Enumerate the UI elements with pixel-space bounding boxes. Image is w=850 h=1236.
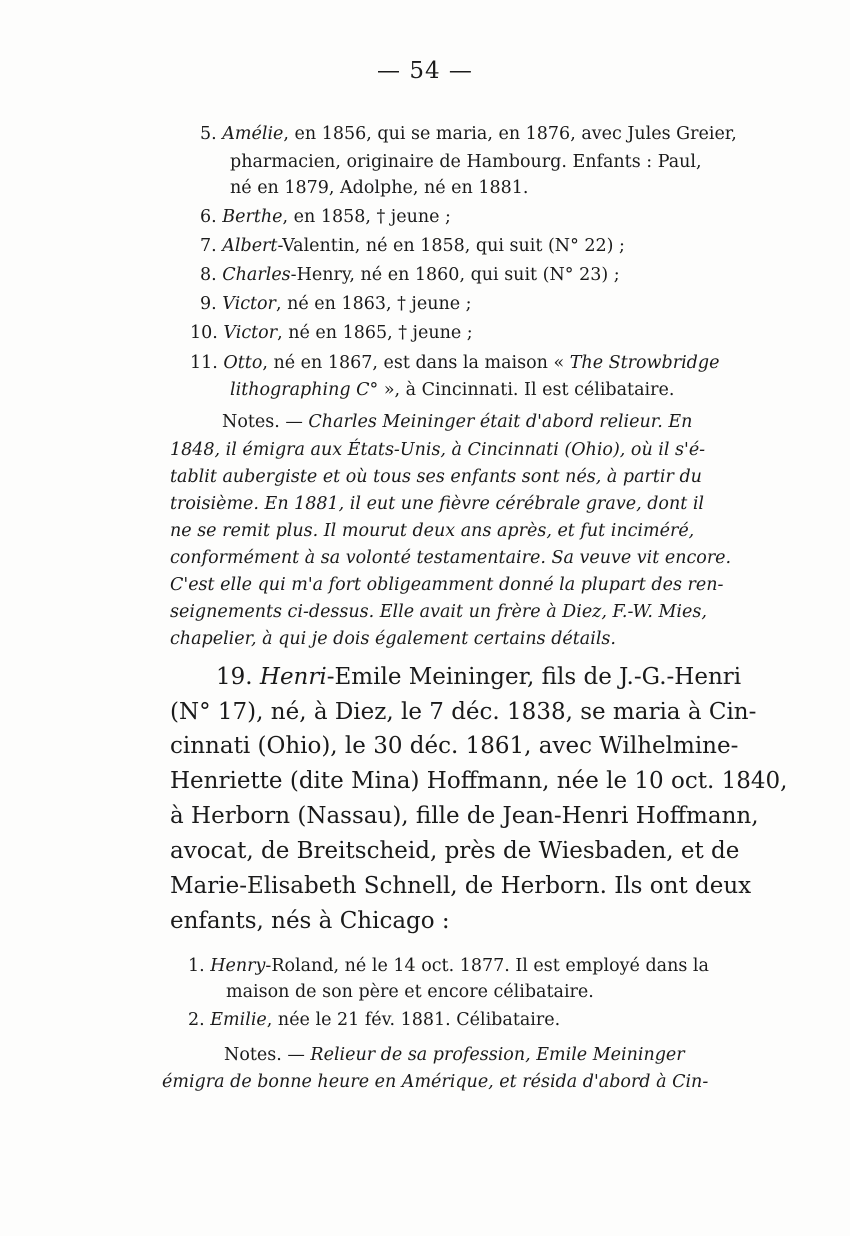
child-name: Victor (223, 323, 278, 343)
list-item-continuation: né en 1879, Adolphe, né en 1881. (230, 178, 529, 198)
entry-line: -Emile Meininger, fils de J.-G.-Henri (326, 664, 742, 690)
entry-name: Henri (259, 664, 327, 690)
list-item (200, 236, 625, 256)
entry-line: (N° 17), né, à Diez, le 7 déc. 1838, se maria à Cin- (170, 699, 757, 725)
page-number: — 54 — (377, 58, 473, 84)
item-text: , née le 21 fév. 1881. Célibataire. (266, 1010, 561, 1030)
notes-line: émigra de bonne heure en Amérique, et résida d'abord à Cin- (162, 1072, 709, 1092)
list-item (188, 956, 709, 976)
child-name: Amélie (222, 124, 284, 144)
item-number: 10. (190, 323, 224, 343)
item-text: -Henry, né en 1860, qui suit (N° 23) ; (290, 265, 620, 285)
notes-label: Notes. — (224, 1045, 305, 1065)
child-name: Albert (222, 236, 278, 256)
notes-line: conformément à sa volonté testamentaire. Sa veuve vit encore. (170, 548, 732, 568)
entry-line: Marie-Elisabeth Schnell, de Herborn. Ils ont deux (170, 873, 752, 899)
list-item (200, 124, 737, 144)
list-item (200, 294, 472, 314)
notes-line: ne se remit plus. Il mourut deux ans après, et fut inciméré, (170, 521, 695, 541)
child-name: Victor (222, 294, 276, 314)
item-text: », à Cincinnati. Il est célibataire. (378, 380, 675, 400)
entry-line: enfants, nés à Chicago : (170, 908, 450, 934)
item-number: 8. (200, 265, 223, 285)
item-number: 1. (188, 956, 211, 976)
child-name: Otto (223, 353, 263, 373)
child-name: Emilie (210, 1010, 267, 1030)
entry-line: à Herborn (Nassau), fille de Jean-Henri Hoffmann, (170, 803, 759, 829)
list-item-continuation: pharmacien, originaire de Hambourg. Enfants : Paul, (230, 152, 702, 172)
item-text: , en 1858, † jeune ; (282, 207, 451, 227)
notes-line: C'est elle qui m'a fort obligeamment donné la plupart des ren- (170, 575, 724, 595)
notes-paragraph (224, 1045, 685, 1065)
item-number: 2. (188, 1010, 211, 1030)
list-item-continuation (230, 380, 674, 400)
entry-heading (216, 664, 741, 690)
list-item (190, 353, 719, 373)
item-text: -Roland, né le 14 oct. 1877. Il est employé dans la (265, 956, 709, 976)
item-text: , né en 1867, est dans la maison « (262, 353, 570, 373)
item-number: 7. (200, 236, 223, 256)
notes-line: seignements ci-dessus. Elle avait un frère à Diez, F.-W. Mies, (170, 602, 707, 622)
list-item (190, 323, 473, 343)
item-text: , né en 1865, † jeune ; (277, 323, 473, 343)
company-name: The Strowbridge (569, 353, 720, 373)
notes-line: chapelier, à qui je dois également certains détails. (170, 629, 616, 649)
item-number: 5. (200, 124, 223, 144)
entry-line: Henriette (dite Mina) Hoffmann, née le 10 oct. 1840, (170, 768, 788, 794)
item-number: 6. (200, 207, 223, 227)
entry-line: cinnati (Ohio), le 30 déc. 1861, avec Wilhelmine- (170, 733, 739, 759)
entry-line: avocat, de Breitscheid, près de Wiesbaden, et de (170, 838, 740, 864)
item-text: , en 1856, qui se maria, en 1876, avec Jules Greier, (283, 124, 737, 144)
notes-line: Relieur de sa profession, Emile Meininger (310, 1045, 685, 1065)
item-text: -Valentin, né en 1858, qui suit (N° 22) ; (277, 236, 625, 256)
list-item (188, 1010, 560, 1030)
notes-paragraph (222, 412, 692, 432)
notes-line: troisième. En 1881, il eut une fièvre cérébrale grave, dont il (170, 494, 705, 514)
list-item-continuation: maison de son père et encore célibataire. (226, 982, 594, 1002)
notes-line: tablit aubergiste et où tous ses enfants sont nés, à partir du (170, 467, 702, 487)
notes-line: Charles Meininger était d'abord relieur. En (308, 412, 693, 432)
entry-number: 19. (216, 664, 260, 690)
list-item (200, 265, 620, 285)
child-name: Henry (210, 956, 266, 976)
list-item (200, 207, 451, 227)
item-number: 9. (200, 294, 223, 314)
item-text: , né en 1863, † jeune ; (275, 294, 472, 314)
notes-label: Notes. — (222, 412, 303, 432)
notes-line: 1848, il émigra aux États-Unis, à Cincinnati (Ohio), où il s'é- (170, 440, 706, 460)
child-name: Charles (222, 265, 291, 285)
item-number: 11. (190, 353, 224, 373)
company-name: lithographing C° (230, 380, 379, 400)
child-name: Berthe (222, 207, 283, 227)
